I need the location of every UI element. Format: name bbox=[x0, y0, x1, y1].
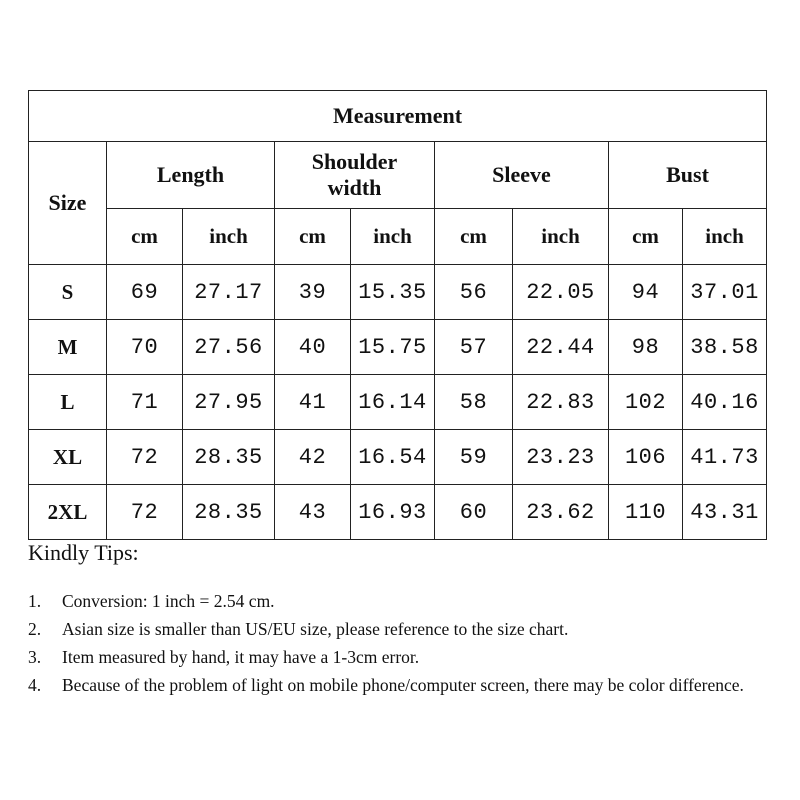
value-cell: 22.83 bbox=[513, 375, 609, 430]
tip-number: 2. bbox=[28, 619, 42, 639]
value-cell: 43.31 bbox=[683, 485, 767, 540]
value-cell: 70 bbox=[107, 320, 183, 375]
tip-item bbox=[28, 616, 798, 642]
tip-item bbox=[28, 672, 798, 698]
value-cell: 16.54 bbox=[351, 430, 435, 485]
value-cell: 22.44 bbox=[513, 320, 609, 375]
table-row bbox=[29, 485, 767, 540]
value-cell: 72 bbox=[107, 430, 183, 485]
table-row bbox=[29, 430, 767, 485]
value-cell: 27.95 bbox=[183, 375, 275, 430]
unit-header: inch bbox=[183, 209, 275, 265]
value-cell: 15.35 bbox=[351, 265, 435, 320]
value-cell: 58 bbox=[435, 375, 513, 430]
value-cell: 69 bbox=[107, 265, 183, 320]
tips-list bbox=[28, 588, 798, 698]
value-cell: 23.23 bbox=[513, 430, 609, 485]
value-cell: 56 bbox=[435, 265, 513, 320]
size-cell: XL bbox=[29, 430, 107, 485]
tip-number: 1. bbox=[28, 591, 42, 611]
value-cell: 38.58 bbox=[683, 320, 767, 375]
size-cell: 2XL bbox=[29, 485, 107, 540]
value-cell: 23.62 bbox=[513, 485, 609, 540]
tip-text: Item measured by hand, it may have a 1-3cm error. bbox=[62, 647, 420, 667]
tips-heading: Kindly Tips: bbox=[28, 540, 139, 565]
group-header-sleeve: Sleeve bbox=[435, 142, 609, 209]
size-cell: S bbox=[29, 265, 107, 320]
group-header-shoulder-width: Shoulder width bbox=[275, 142, 435, 209]
size-cell: M bbox=[29, 320, 107, 375]
value-cell: 22.05 bbox=[513, 265, 609, 320]
unit-header: inch bbox=[513, 209, 609, 265]
table-row bbox=[29, 265, 767, 320]
value-cell: 39 bbox=[275, 265, 351, 320]
unit-header: cm bbox=[435, 209, 513, 265]
tip-text: Conversion: 1 inch = 2.54 cm. bbox=[62, 591, 275, 611]
unit-header: cm bbox=[609, 209, 683, 265]
value-cell: 59 bbox=[435, 430, 513, 485]
value-cell: 40 bbox=[275, 320, 351, 375]
value-cell: 27.17 bbox=[183, 265, 275, 320]
size-header: Size bbox=[29, 142, 107, 265]
value-cell: 15.75 bbox=[351, 320, 435, 375]
tip-text: Because of the problem of light on mobile phone/computer screen, there may be color difference. bbox=[62, 675, 744, 695]
value-cell: 41 bbox=[275, 375, 351, 430]
table-title: Measurement bbox=[29, 91, 767, 142]
tip-text: Asian size is smaller than US/EU size, please reference to the size chart. bbox=[62, 619, 569, 639]
value-cell: 94 bbox=[609, 265, 683, 320]
table-row bbox=[29, 375, 767, 430]
group-header-length: Length bbox=[107, 142, 275, 209]
tip-item bbox=[28, 588, 798, 614]
value-cell: 40.16 bbox=[683, 375, 767, 430]
value-cell: 37.01 bbox=[683, 265, 767, 320]
value-cell: 98 bbox=[609, 320, 683, 375]
value-cell: 71 bbox=[107, 375, 183, 430]
tip-item bbox=[28, 644, 798, 670]
unit-header: inch bbox=[683, 209, 767, 265]
tip-number: 3. bbox=[28, 647, 42, 667]
size-chart-table bbox=[28, 90, 767, 540]
value-cell: 42 bbox=[275, 430, 351, 485]
unit-header: inch bbox=[351, 209, 435, 265]
tip-number: 4. bbox=[28, 675, 42, 695]
unit-header: cm bbox=[107, 209, 183, 265]
unit-header: cm bbox=[275, 209, 351, 265]
group-header-bust: Bust bbox=[609, 142, 767, 209]
value-cell: 106 bbox=[609, 430, 683, 485]
value-cell: 28.35 bbox=[183, 430, 275, 485]
value-cell: 60 bbox=[435, 485, 513, 540]
value-cell: 28.35 bbox=[183, 485, 275, 540]
kindly-tips bbox=[28, 540, 798, 700]
size-cell: L bbox=[29, 375, 107, 430]
value-cell: 43 bbox=[275, 485, 351, 540]
value-cell: 110 bbox=[609, 485, 683, 540]
table-row bbox=[29, 320, 767, 375]
value-cell: 16.14 bbox=[351, 375, 435, 430]
value-cell: 41.73 bbox=[683, 430, 767, 485]
value-cell: 72 bbox=[107, 485, 183, 540]
value-cell: 27.56 bbox=[183, 320, 275, 375]
value-cell: 57 bbox=[435, 320, 513, 375]
value-cell: 102 bbox=[609, 375, 683, 430]
value-cell: 16.93 bbox=[351, 485, 435, 540]
